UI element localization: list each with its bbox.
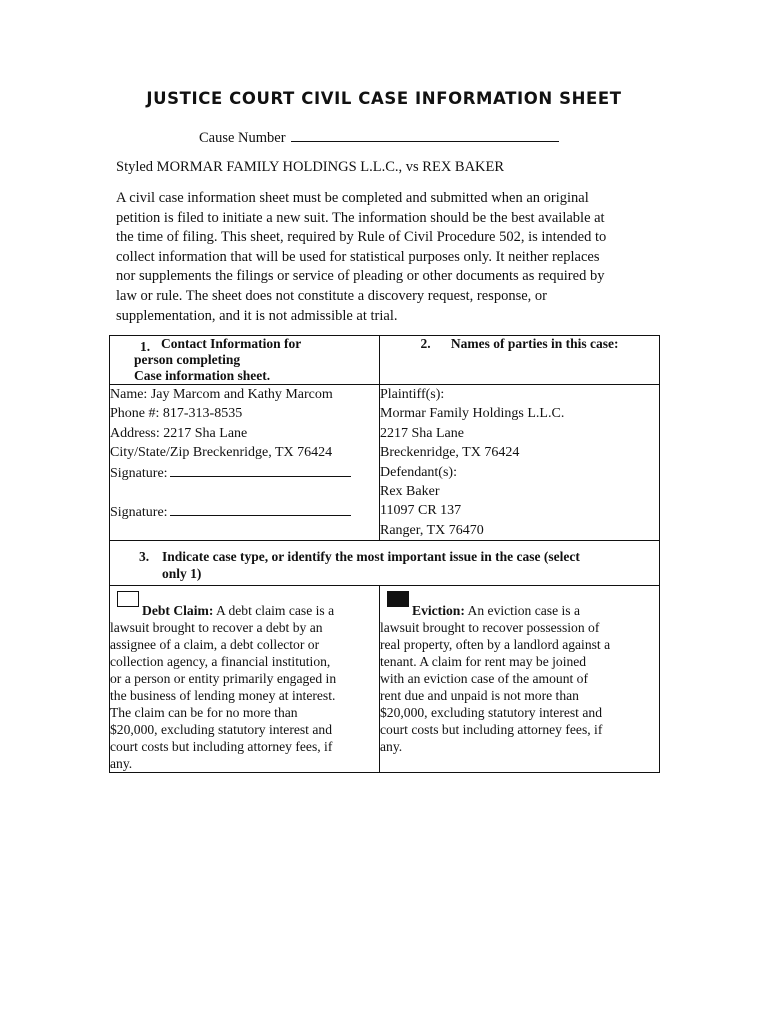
plaintiff-name: Mormar Family Holdings L.L.C.: [380, 406, 565, 422]
debt-claim-line: court costs but including attorney fees, if: [110, 739, 333, 755]
intro-line: collect information that will be used for statistical purposes only. It neither replaces: [116, 248, 600, 265]
contact-info-cell: [110, 385, 380, 541]
intro-line: A civil case information sheet must be completed and submitted when an original: [116, 190, 589, 206]
section3-number: 3.: [139, 549, 150, 565]
contact-phone: Phone #: 817-313-8535: [110, 406, 243, 422]
debt-claim-line: the business of lending money at interest.: [110, 688, 336, 704]
case-style-line: Styled MORMAR FAMILY HOLDINGS L.L.C., vs REX BAKER: [116, 159, 505, 175]
contact-address: Address: 2217 Sha Lane: [110, 425, 248, 441]
defendant-label: Defendant(s):: [380, 464, 457, 480]
document-title: JUSTICE COURT CIVIL CASE INFORMATION SHEET: [146, 89, 622, 108]
signature-blank[interactable]: [170, 463, 351, 477]
eviction-line: $20,000, excluding statutory interest and: [380, 705, 602, 721]
cause-number-label: Cause Number: [199, 130, 286, 146]
debt-claim-title: Debt Claim:: [142, 603, 214, 619]
eviction-line: with an eviction case of the amount of: [380, 671, 588, 687]
section2-number: 2.: [420, 336, 431, 351]
section3-heading-line: only 1): [162, 566, 202, 582]
eviction-option[interactable]: [380, 586, 660, 773]
intro-line: petition is filed to initiate a new suit. The information should be the best available at: [116, 209, 605, 226]
plaintiff-city: Breckenridge, TX 76424: [380, 445, 520, 461]
eviction-text: An eviction case is a: [464, 603, 581, 619]
debt-claim-line: collection agency, a financial institution,: [110, 654, 331, 670]
debt-claim-text: A debt claim case is a: [213, 603, 335, 619]
cause-number-blank: [291, 127, 559, 142]
cause-number-field: [199, 127, 559, 147]
section3-row: [110, 541, 660, 586]
section1-heading-line: Contact Information for: [161, 336, 302, 351]
section1-heading-line: person completing: [134, 352, 241, 367]
debt-claim-line: lawsuit brought to recover a debt by an: [110, 620, 323, 636]
eviction-line: real property, often by a landlord against a: [380, 637, 611, 653]
eviction-line: court costs but including attorney fees, if: [380, 722, 603, 738]
case-info-table: [109, 335, 660, 773]
intro-line: supplementation, and it is not admissible at trial.: [116, 307, 398, 324]
eviction-line: any.: [380, 739, 403, 755]
debt-claim-line: any.: [110, 756, 133, 772]
defendant-name: Rex Baker: [380, 484, 440, 500]
contact-city: City/State/Zip Breckenridge, TX 76424: [110, 445, 333, 461]
section1-number: 1.: [140, 339, 151, 354]
debt-claim-option[interactable]: [110, 586, 380, 773]
section1-heading-line: Case information sheet.: [134, 368, 271, 383]
defendant-street: 11097 CR 137: [380, 503, 462, 519]
intro-line: nor supplements the filings or service of pleading or other documents as required by: [116, 268, 605, 285]
eviction-line: rent due and unpaid is not more than: [380, 688, 579, 704]
plaintiff-street: 2217 Sha Lane: [380, 425, 464, 441]
contact-name: Name: Jay Marcom and Kathy Marcom: [110, 387, 333, 402]
section1-heading: [110, 336, 380, 385]
eviction-line: tenant. A claim for rent may be joined: [380, 654, 587, 670]
section2-heading-text: Names of parties in this case:: [450, 336, 619, 351]
intro-line: the time of filing. This sheet, required by Rule of Civil Procedure 502, is intended to: [116, 229, 607, 246]
signature-blank[interactable]: [170, 502, 351, 516]
plaintiff-label: Plaintiff(s):: [380, 387, 445, 402]
defendant-city: Ranger, TX 76470: [380, 522, 484, 538]
case-type-row: [110, 586, 660, 773]
debt-claim-line: or a person or entity primarily engaged in: [110, 671, 337, 687]
debt-claim-checkbox[interactable]: [117, 591, 139, 607]
section-heading-row: [110, 336, 660, 385]
parties-cell: [380, 385, 660, 541]
signature-label: Signature:: [110, 505, 168, 521]
debt-claim-line: $20,000, excluding statutory interest and: [110, 722, 332, 738]
signature-label: Signature:: [110, 465, 168, 481]
section2-heading: [380, 336, 660, 385]
eviction-title: Eviction:: [412, 603, 465, 619]
debt-claim-line: assignee of a claim, a debt collector or: [110, 637, 320, 653]
eviction-line: lawsuit brought to recover possession of: [380, 620, 600, 636]
intro-paragraph: [116, 189, 646, 326]
intro-line: law or rule. The sheet does not constitute a discovery request, response, or: [116, 287, 547, 304]
contact-parties-row: [110, 385, 660, 541]
section3-heading: [110, 541, 660, 586]
eviction-checkbox[interactable]: [387, 591, 409, 607]
signature-line-2[interactable]: [110, 502, 379, 522]
debt-claim-line: The claim can be for no more than: [110, 705, 298, 721]
signature-line-1[interactable]: [110, 463, 379, 483]
section3-heading-line: Indicate case type, or identify the most important issue in the case (select: [162, 549, 580, 565]
